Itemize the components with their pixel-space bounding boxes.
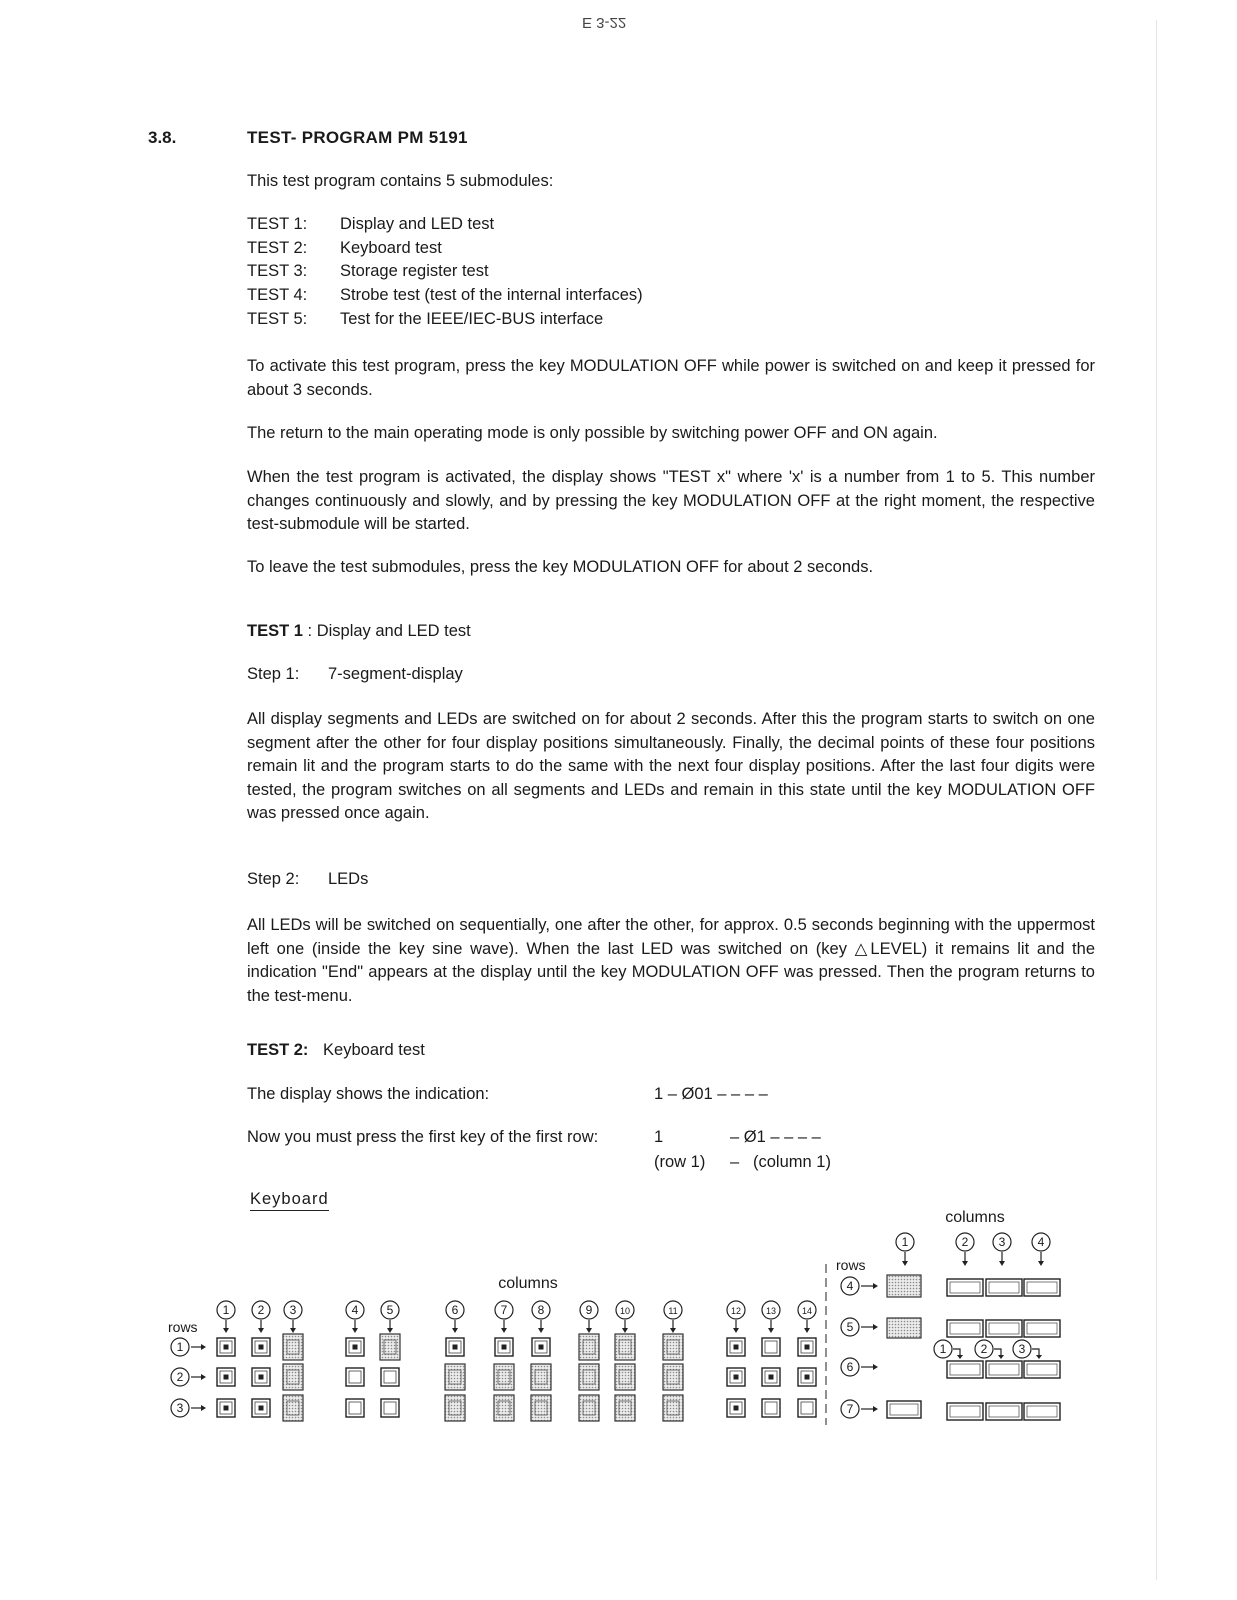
- key: [727, 1399, 745, 1417]
- keyboard-title: Keyboard: [250, 1190, 329, 1211]
- right-key-wide: [947, 1279, 983, 1296]
- key: [217, 1399, 235, 1417]
- led-dot: [224, 1345, 229, 1350]
- test-desc: Display and LED test: [340, 215, 495, 233]
- key-shaded-body: [445, 1364, 465, 1390]
- key: [381, 1399, 399, 1417]
- key: [798, 1399, 816, 1417]
- key-shaded-body: [663, 1395, 683, 1421]
- key-shaded-body: [579, 1364, 599, 1390]
- section-title: TEST- PROGRAM PM 5191: [247, 128, 468, 147]
- key: [762, 1399, 780, 1417]
- key: [346, 1368, 364, 1386]
- column-number-label: 1: [901, 1235, 909, 1249]
- down-arrow-head: [768, 1328, 774, 1333]
- test-label: TEST 3:: [247, 262, 308, 280]
- column-number-label: 7: [846, 1402, 854, 1416]
- key-shaded-body: [663, 1364, 683, 1390]
- active-paragraph: When the test program is activated, the display shows "TEST x" where 'x' is a number from 1 to 5. This number changes continuously and slowly, and by pressing the key MODULATION OFF at the right moment, the respective test-submodule will be started.: [247, 468, 1095, 533]
- down-arrow-head: [586, 1328, 592, 1333]
- column-number-label: 1: [939, 1342, 947, 1356]
- keyboard-main-section: [168, 1275, 816, 1421]
- intro-text: This test program contains 5 submodules:: [247, 172, 554, 190]
- column-number-label: 10: [619, 1306, 631, 1316]
- led-dot: [353, 1345, 358, 1350]
- column-number-label: 13: [765, 1306, 777, 1316]
- right-key-wide: [887, 1401, 921, 1418]
- right-key-wide: [1024, 1403, 1060, 1420]
- key: [217, 1368, 235, 1386]
- right-key-wide: [986, 1320, 1022, 1337]
- key: [663, 1334, 683, 1360]
- step1-label: Step 1:: [247, 665, 300, 683]
- key: [663, 1395, 683, 1421]
- column-number-label: 6: [846, 1360, 854, 1374]
- right-key-shaded: [887, 1318, 921, 1338]
- right-key-wide: [947, 1361, 983, 1378]
- led-dot: [259, 1406, 264, 1411]
- columns-label: columns: [498, 1275, 558, 1292]
- right-key-shaded: [887, 1275, 921, 1297]
- test2-heading-title: Keyboard test: [323, 1041, 425, 1059]
- down-arrow-head: [1038, 1261, 1044, 1266]
- sub-arrow-line: [953, 1349, 960, 1355]
- test-label: TEST 5:: [247, 310, 308, 328]
- led-dot: [769, 1375, 774, 1380]
- led-dot: [224, 1375, 229, 1380]
- column-number-label: 7: [500, 1303, 508, 1317]
- right-key-wide: [1024, 1279, 1060, 1296]
- column-number-label: 3: [998, 1235, 1006, 1249]
- right-key-wide: [986, 1279, 1022, 1296]
- column-number-label: 14: [801, 1306, 813, 1316]
- down-arrow-head: [290, 1328, 296, 1333]
- down-arrow-head: [670, 1328, 676, 1333]
- key: [283, 1334, 303, 1360]
- key: [346, 1399, 364, 1417]
- down-arrow-head: [452, 1328, 458, 1333]
- down-arrow-head: [622, 1328, 628, 1333]
- key: [798, 1338, 816, 1356]
- column-number-label: 1: [222, 1303, 230, 1317]
- column-number-label: 2: [257, 1303, 265, 1317]
- led-dot: [502, 1345, 507, 1350]
- column-number-label: 4: [1037, 1235, 1045, 1249]
- key: [579, 1395, 599, 1421]
- right-key-wide: [986, 1403, 1022, 1420]
- led-dot: [805, 1345, 810, 1350]
- down-arrow-head: [387, 1328, 393, 1333]
- sub-arrow-line: [1032, 1349, 1039, 1355]
- key-shaded-body: [615, 1364, 635, 1390]
- column-number-label: 5: [846, 1320, 854, 1334]
- sub-arrow-line: [994, 1349, 1001, 1355]
- key: [615, 1334, 635, 1360]
- key-shaded-body: [445, 1395, 465, 1421]
- key: [663, 1364, 683, 1390]
- led-dot: [224, 1406, 229, 1411]
- column-number-label: 4: [351, 1303, 359, 1317]
- key-shaded-body: [494, 1364, 514, 1390]
- step2-paragraph: All LEDs will be switched on sequentially, one after the other, for approx. 0.5 seconds beginning with the uppermost left one (inside the key sine wave). When the last LED was switched on (key △LEVEL) it remains lit and the indication "End" appears at the display until the key MODULATION OFF was pressed. Then the program returns to the test-menu.: [247, 916, 1095, 1005]
- right-columns-label: columns: [945, 1209, 1005, 1226]
- led-dot: [259, 1345, 264, 1350]
- right-key-wide: [1024, 1320, 1060, 1337]
- key-shaded-body: [615, 1395, 635, 1421]
- key: [217, 1338, 235, 1356]
- column-number-label: 4: [846, 1279, 854, 1293]
- column-note: (column 1): [753, 1153, 831, 1171]
- key: [252, 1368, 270, 1386]
- keyboard-right-section: [826, 1209, 1060, 1425]
- press-key-label: Now you must press the first key of the first row:: [247, 1128, 599, 1146]
- step2-title: LEDs: [328, 870, 369, 888]
- key: [579, 1334, 599, 1360]
- key: [532, 1338, 550, 1356]
- key-shaded-body: [494, 1395, 514, 1421]
- column-number-label: 5: [386, 1303, 394, 1317]
- right-key-wide: [986, 1361, 1022, 1378]
- test-label: TEST 1:: [247, 215, 308, 233]
- key: [445, 1364, 465, 1390]
- key: [283, 1364, 303, 1390]
- test-desc: Storage register test: [340, 262, 489, 280]
- column-number-label: 2: [980, 1342, 988, 1356]
- test-label: TEST 2:: [247, 239, 308, 257]
- row-column-dash: –: [730, 1153, 740, 1171]
- key: [762, 1338, 780, 1356]
- right-arrow-head: [201, 1344, 206, 1350]
- step2-label: Step 2:: [247, 870, 300, 888]
- column-number-label: 3: [176, 1401, 184, 1415]
- key-shaded-body: [615, 1334, 635, 1360]
- key: [579, 1364, 599, 1390]
- down-arrow-head: [804, 1328, 810, 1333]
- right-arrow-head: [201, 1374, 206, 1380]
- key: [615, 1364, 635, 1390]
- right-key-wide: [947, 1320, 983, 1337]
- key: [798, 1368, 816, 1386]
- down-arrow-head: [962, 1261, 968, 1266]
- column-number-label: 12: [730, 1306, 742, 1316]
- led-dot: [734, 1345, 739, 1350]
- down-arrow-head: [223, 1328, 229, 1333]
- sub-arrow-head: [998, 1355, 1004, 1359]
- column-number-label: 11: [668, 1306, 678, 1316]
- key: [494, 1395, 514, 1421]
- step1-title: 7-segment-display: [328, 665, 463, 683]
- key: [446, 1338, 464, 1356]
- led-dot: [805, 1375, 810, 1380]
- key: [531, 1364, 551, 1390]
- test1-heading-title: : Display and LED test: [302, 622, 471, 640]
- column-number-label: 3: [289, 1303, 297, 1317]
- key: [762, 1368, 780, 1386]
- right-key-wide: [947, 1403, 983, 1420]
- key: [381, 1368, 399, 1386]
- key-shaded-body: [283, 1364, 303, 1390]
- led-dot: [734, 1406, 739, 1411]
- column-number-label: 9: [585, 1303, 593, 1317]
- key: [727, 1368, 745, 1386]
- rows-label: rows: [168, 1319, 198, 1335]
- key: [615, 1395, 635, 1421]
- key-shaded-body: [663, 1334, 683, 1360]
- page-number: E 3-22: [582, 14, 627, 31]
- display-indication-value: 1 – Ø01 – – – –: [654, 1085, 768, 1103]
- key: [252, 1338, 270, 1356]
- column-number-label: 2: [176, 1370, 184, 1384]
- down-arrow-head: [902, 1261, 908, 1266]
- column-number-label: 6: [451, 1303, 459, 1317]
- key-shaded-body: [531, 1364, 551, 1390]
- down-arrow-head: [258, 1328, 264, 1333]
- section-number: 3.8.: [148, 128, 177, 147]
- display-indication-label: The display shows the indication:: [247, 1085, 490, 1103]
- led-dot: [539, 1345, 544, 1350]
- right-arrow-head: [873, 1364, 878, 1370]
- step1-paragraph: All display segments and LEDs are switched on for about 2 seconds. After this the program starts to switch on one segment after the other for four display positions simultaneously. Finally, the decimal points of these four positions remain lit and the program starts to do the same with the next four display positions. After the last four digits were tested, the program switches on all segments and LEDs and remain in this state until the key MODULATION OFF was pressed once again.: [247, 710, 1095, 822]
- key: [727, 1338, 745, 1356]
- sub-arrow-head: [1036, 1355, 1042, 1359]
- test-desc: Test for the IEEE/IEC-BUS interface: [340, 310, 604, 328]
- press-key-value-column: – Ø1 – – – –: [730, 1128, 821, 1146]
- key-shaded-body: [283, 1334, 303, 1360]
- key: [495, 1338, 513, 1356]
- right-arrow-head: [201, 1405, 206, 1411]
- led-dot: [453, 1345, 458, 1350]
- key-shaded-body: [531, 1395, 551, 1421]
- down-arrow-head: [733, 1328, 739, 1333]
- down-arrow-head: [999, 1261, 1005, 1266]
- leave-paragraph: To leave the test submodules, press the key MODULATION OFF for about 2 seconds.: [247, 558, 874, 576]
- key: [494, 1364, 514, 1390]
- row-note: (row 1): [654, 1153, 706, 1171]
- right-arrow-head: [873, 1283, 878, 1289]
- led-dot: [734, 1375, 739, 1380]
- key: [283, 1395, 303, 1421]
- column-number-label: 8: [537, 1303, 545, 1317]
- right-arrow-head: [873, 1324, 878, 1330]
- key: [346, 1338, 364, 1356]
- down-arrow-head: [501, 1328, 507, 1333]
- return-paragraph: The return to the main operating mode is only possible by switching power OFF and ON again.: [247, 424, 938, 442]
- key: [531, 1395, 551, 1421]
- test-desc: Keyboard test: [340, 239, 442, 257]
- column-number-label: 1: [176, 1340, 184, 1354]
- right-arrow-head: [873, 1406, 878, 1412]
- key-shaded-body: [283, 1395, 303, 1421]
- sub-arrow-head: [957, 1355, 963, 1359]
- column-number-label: 3: [1018, 1342, 1026, 1356]
- key: [252, 1399, 270, 1417]
- key: [445, 1395, 465, 1421]
- led-dot: [259, 1375, 264, 1380]
- activate-paragraph: To activate this test program, press the key MODULATION OFF while power is switched on and keep it pressed for about 3 seconds.: [247, 357, 1095, 399]
- press-key-value-row: 1: [654, 1128, 664, 1146]
- test2-heading-label: TEST 2:: [247, 1041, 309, 1059]
- key-shaded-body: [380, 1334, 400, 1360]
- key: [380, 1334, 400, 1360]
- key-shaded-body: [579, 1334, 599, 1360]
- down-arrow-head: [352, 1328, 358, 1333]
- test-desc: Strobe test (test of the internal interfaces): [340, 286, 643, 304]
- test-label: TEST 4:: [247, 286, 308, 304]
- right-rows-label: rows: [836, 1257, 866, 1273]
- test1-heading-label: TEST 1: [247, 622, 303, 640]
- right-key-wide: [1024, 1361, 1060, 1378]
- column-number-label: 2: [961, 1235, 969, 1249]
- down-arrow-head: [538, 1328, 544, 1333]
- key-shaded-body: [579, 1395, 599, 1421]
